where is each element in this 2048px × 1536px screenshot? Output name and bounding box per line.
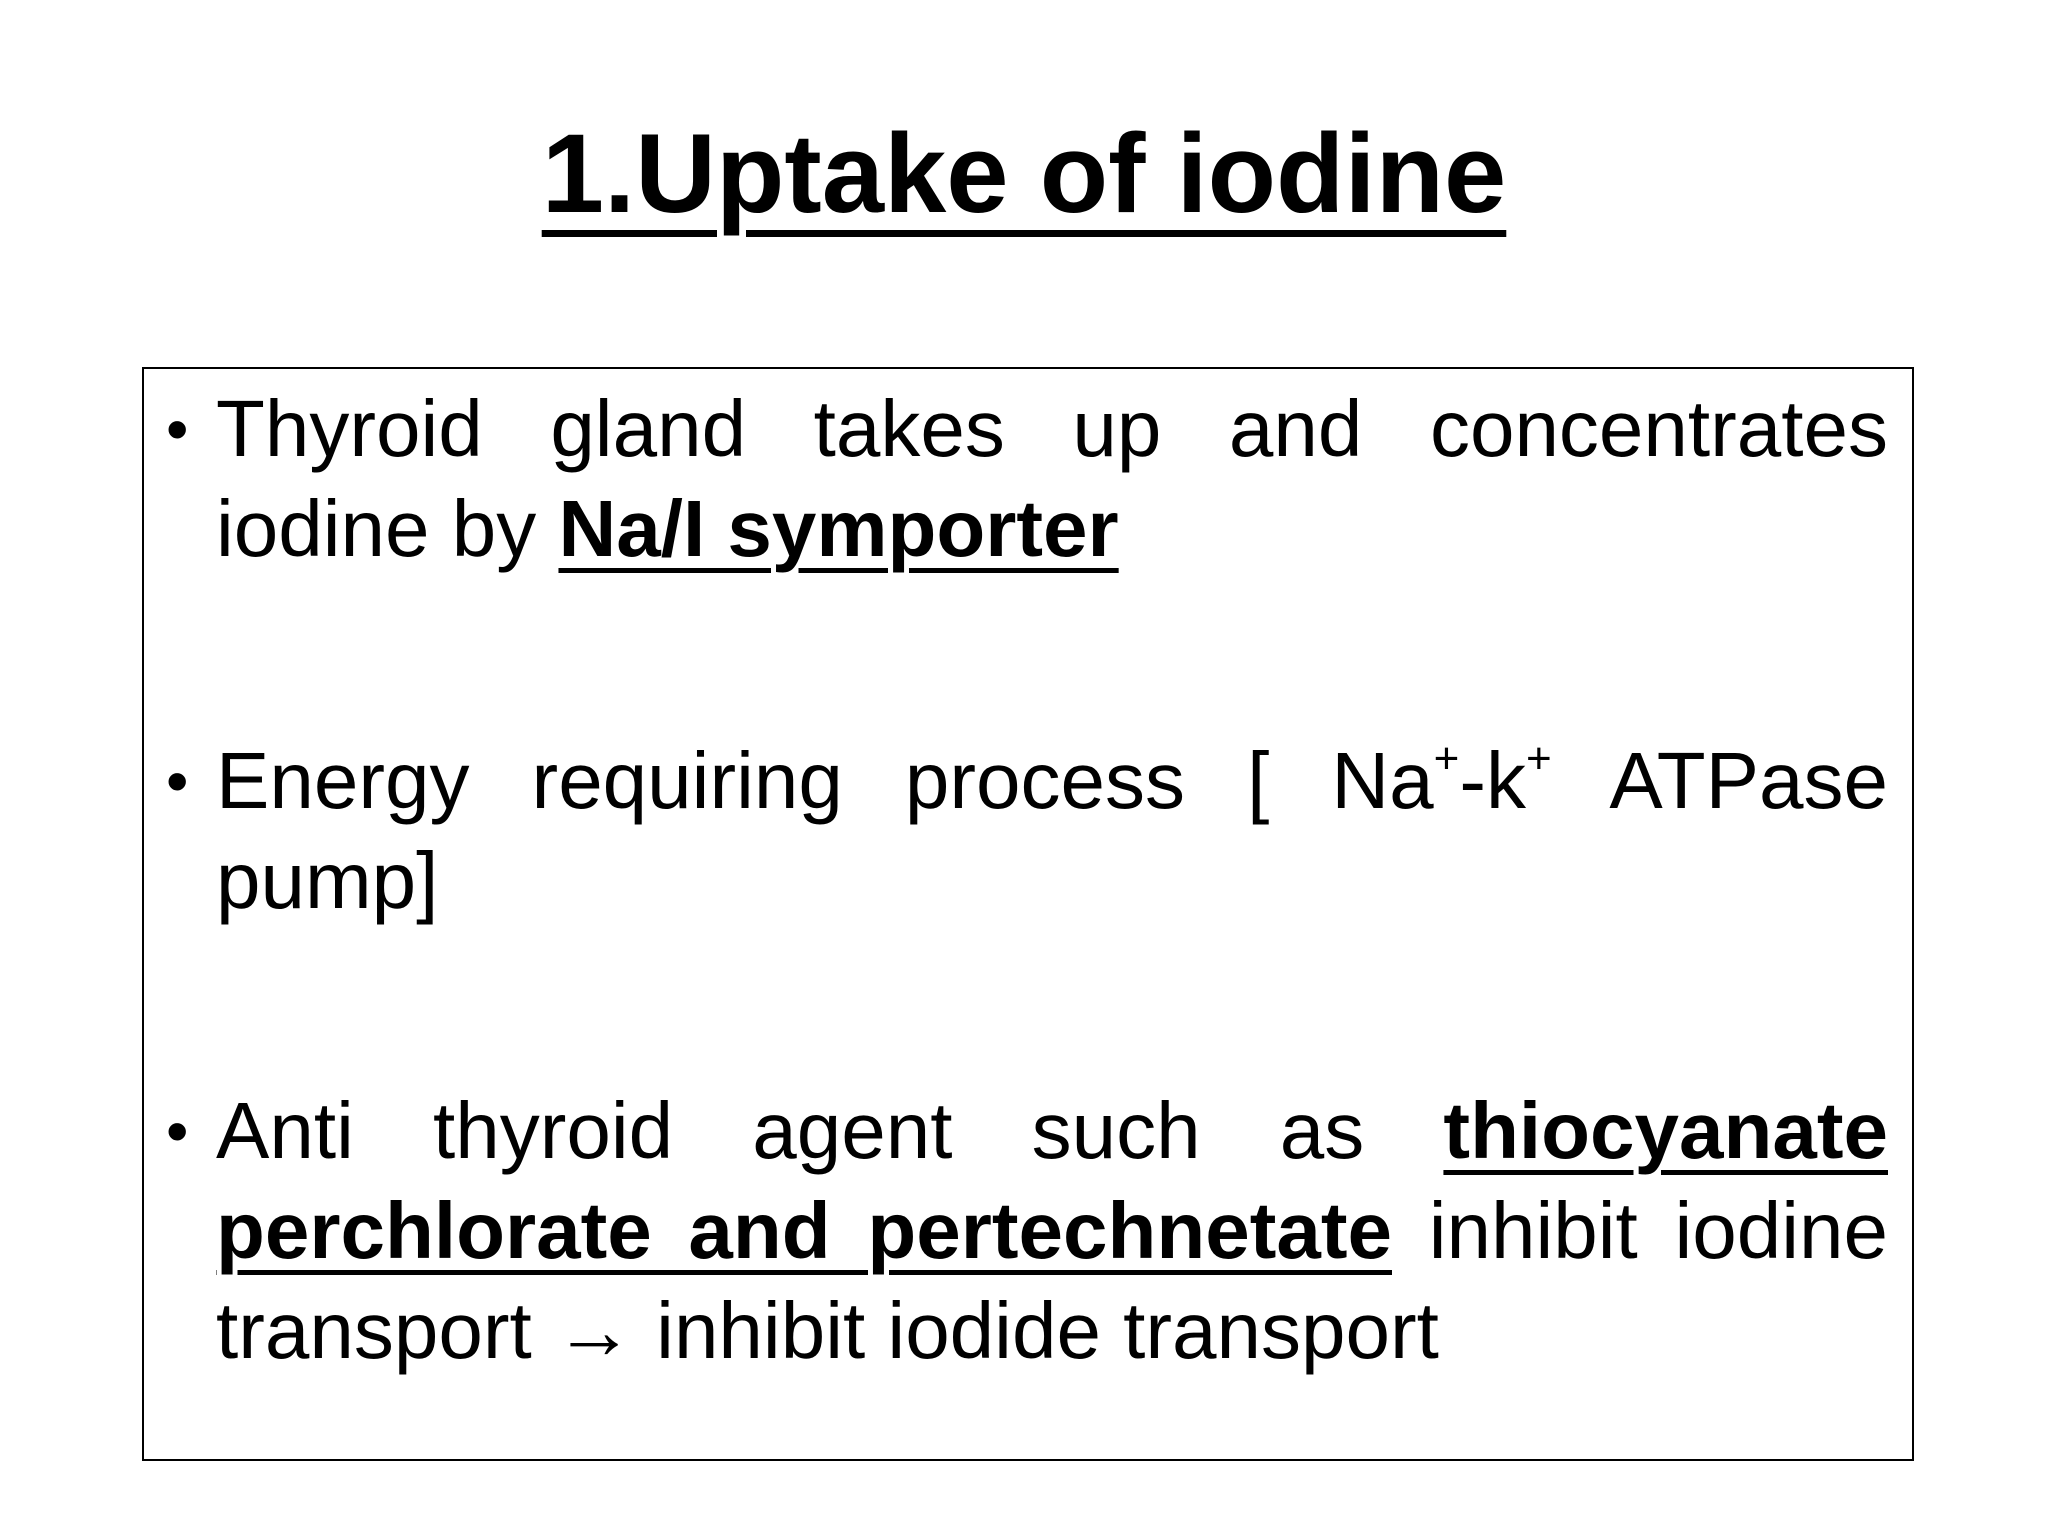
bullet-dot-icon: • <box>166 745 189 817</box>
bullet-dot-icon: • <box>166 393 189 465</box>
bullet-dot-icon: • <box>166 1095 189 1167</box>
slide-title-text: 1.Uptake of iodine <box>541 111 1507 236</box>
bullet-text: inhibit iodide transport <box>633 1286 1439 1375</box>
superscript: + <box>1433 733 1460 783</box>
bullet-text: -k <box>1459 736 1526 825</box>
bullet-text: Anti thyroid agent such as <box>216 1086 1444 1175</box>
bullet-emphasis: thiocyanate perchlorate and pertechnetate <box>216 1086 1888 1275</box>
bullet-emphasis: Na/I symporter <box>558 484 1119 573</box>
bullet-item <box>166 731 1888 931</box>
arrow-right-icon: → <box>553 1286 634 1375</box>
bullet-item <box>166 1081 1888 1381</box>
bullet-text: inhibit iodine transport <box>216 1186 1888 1375</box>
bullet-text: Thyroid gland takes up and concentrates iodine by <box>216 384 1888 573</box>
bullet-text: Energy requiring process [ Na <box>216 736 1434 825</box>
bullet-text: ATPase pump] <box>216 736 1888 925</box>
slide-title <box>0 112 2048 235</box>
superscript: + <box>1526 733 1552 783</box>
content-box <box>142 367 1914 1461</box>
bullet-item <box>166 379 1888 579</box>
